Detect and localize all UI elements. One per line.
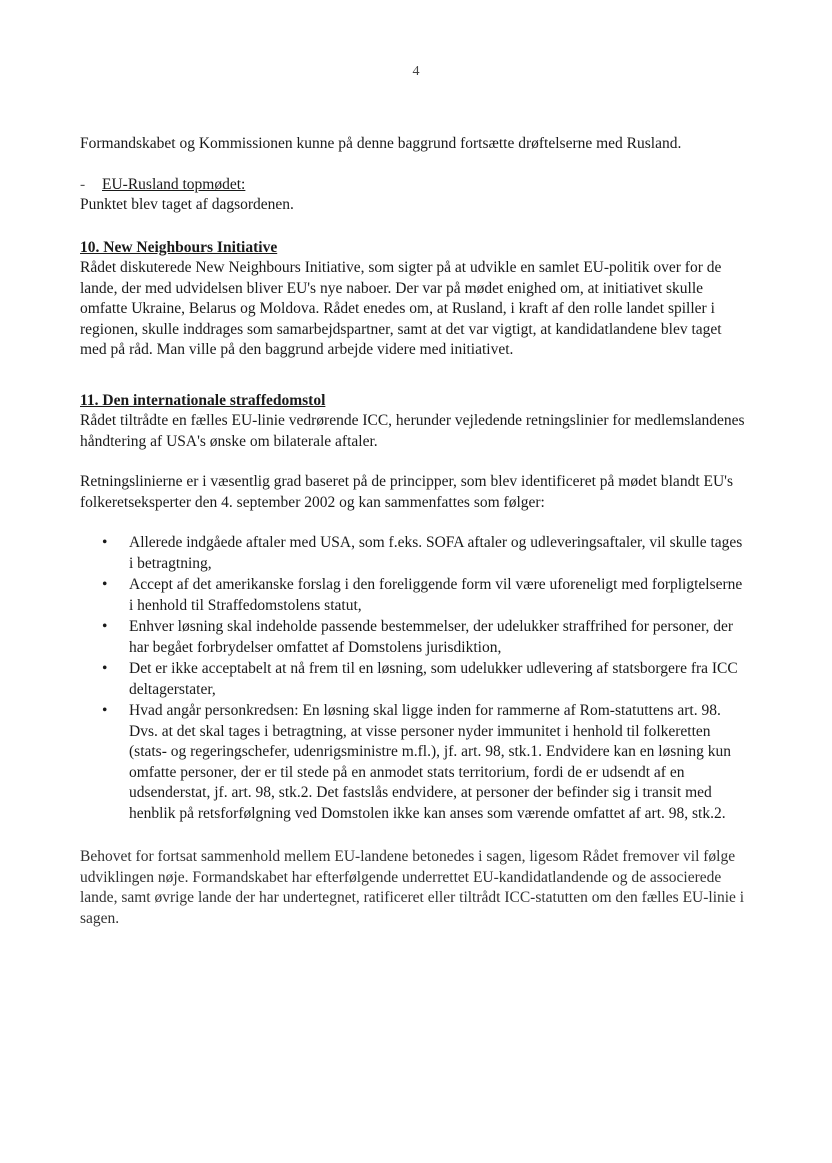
section-11-paragraph-3: Behovet for fortsat sammenhold mellem EU-landene betonedes i sagen, ligesom Rådet fremover vil følge udviklingen nøje. Formandskabet har efterfølgende underrettet EU-kandidatlandende og de associerede lande, samt øvrige lande der har undertegnet, ratificeret eller tiltrådt ICC-statutten om den fælles EU-linie i sagen.	[80, 848, 745, 927]
subitem-heading	[80, 175, 750, 196]
list-item	[80, 533, 750, 574]
page-number: 4	[412, 64, 420, 79]
list-item	[80, 659, 750, 700]
subitem-title: EU-Rusland topmødet:	[102, 175, 246, 193]
subitem-text: Punktet blev taget af dagsordenen.	[80, 196, 294, 213]
list-item-text: Allerede indgåede aftaler med USA, som f.eks. SOFA aftaler og udleveringsaftaler, vil skulle tages i betragtning,	[129, 534, 743, 572]
list-item	[80, 701, 750, 824]
bullet-icon: •	[102, 660, 108, 677]
bullet-icon: •	[102, 618, 108, 635]
list-item-text: Accept af det amerikanske forslag i den foreliggende form vil være uforeneligt med forpligtelserne i henhold til Straffedomstolens statut,	[129, 576, 743, 614]
section-11-paragraph-1: Rådet tiltrådte en fælles EU-linie vedrørende ICC, herunder vejledende retningslinier for medlemslandenes håndtering af USA's ønske om bilaterale aftaler.	[80, 412, 745, 450]
list-item	[80, 617, 750, 658]
document-body	[80, 134, 750, 929]
list-item-text: Det er ikke acceptabelt at nå frem til en løsning, som udelukker udlevering af statsborgere fra ICC deltagerstater,	[129, 660, 738, 698]
section-10-heading: 10. New Neighbours Initiative	[80, 238, 278, 256]
guideline-list	[80, 533, 750, 824]
intro-paragraph: Formandskabet og Kommissionen kunne på denne baggrund fortsætte drøftelserne med Rusland.	[80, 135, 682, 152]
bullet-icon: •	[102, 534, 108, 551]
subitem-dash: -	[80, 175, 86, 193]
bullet-icon: •	[102, 702, 108, 719]
section-10-paragraph: Rådet diskuterede New Neighbours Initiative, som sigter på at udvikle en samlet EU-politik over for de lande, der med udvidelsen bliver EU's nye naboer. Der var på mødet enighed om, at initiativet skulle omfatte Ukraine, Belarus og Moldova. Rådet enedes om, at Rusland, i kraft af den rolle landet spiller i regionen, skulle inddrages som samarbejdspartner, samt at det var vigtigt, at kandidatlandene blev taget med på råd. Man ville på den baggrund arbejde videre med initiativet.	[80, 259, 722, 358]
section-11-paragraph-2: Retningslinierne er i væsentlig grad baseret på de principper, som blev identificeret på mødet blandt EU's folkeretseksperter den 4. september 2002 og kan sammenfattes som følger:	[80, 473, 733, 511]
section-11-heading: 11. Den internationale straffedomstol	[80, 391, 326, 409]
list-item-text: Hvad angår personkredsen: En løsning skal ligge inden for rammerne af Rom-statuttens art. 98. Dvs. at det skal tages i betragtning, at visse personer nyder immunitet i henhold til folkeretten (stats- og regeringschefer, udenrigsministre m.fl.), jf. art. 98, stk.1. Endvidere kan en løsning kun omfatte personer, der er til stede på en anmodet stats territorium, fordi de er udsendt af en udsenderstat, jf. art. 98, stk.2. Det fastslås endvidere, at personer der befinder sig i transit med henblik på retsforfølgning ved Domstolen ikke kan anses som værende omfattet af art. 98, stk.2.	[129, 702, 732, 822]
list-item	[80, 575, 750, 616]
list-item-text: Enhver løsning skal indeholde passende bestemmelser, der udelukker straffrihed for personer, der har begået forbrydelser omfattet af Domstolens jurisdiktion,	[129, 618, 734, 656]
bullet-icon: •	[102, 576, 108, 593]
